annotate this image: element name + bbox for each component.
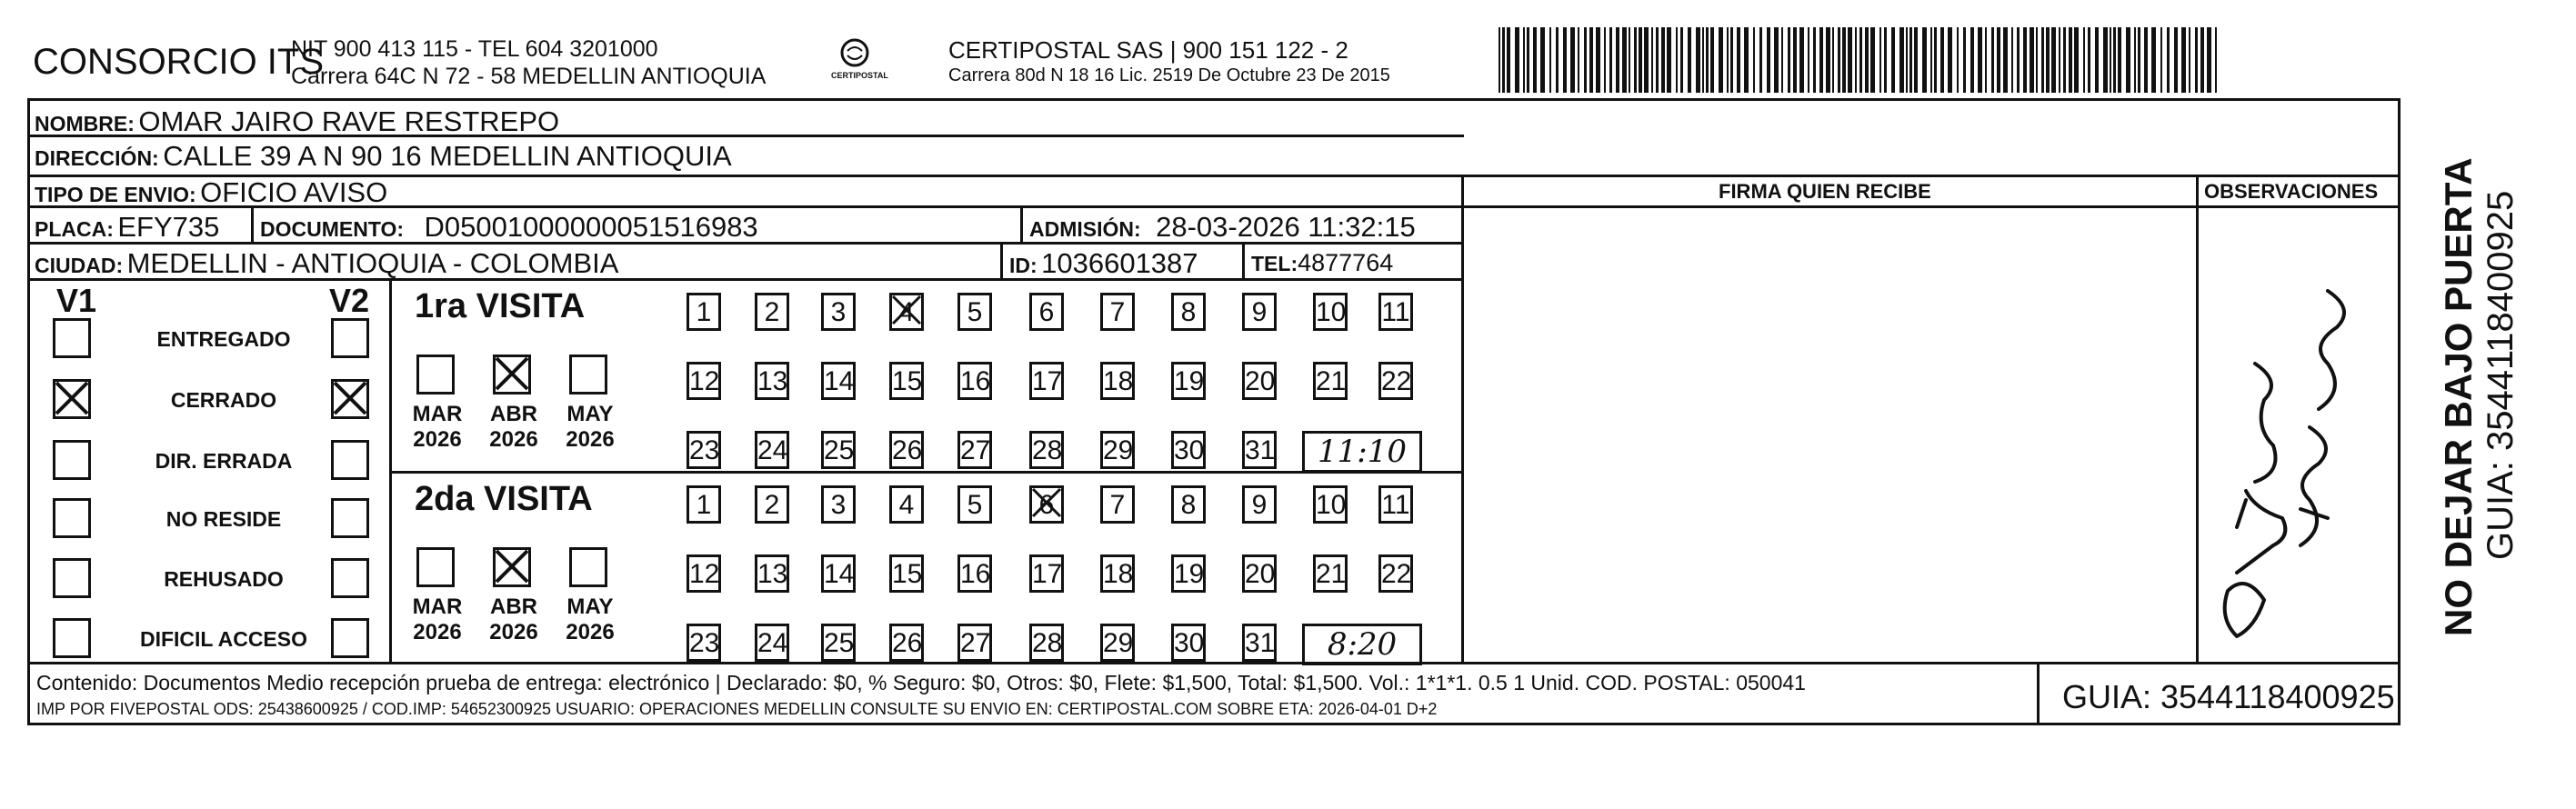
barcode-bar bbox=[1719, 27, 1723, 93]
barcode-bar bbox=[1696, 27, 1700, 93]
day-box[interactable]: 14 bbox=[821, 362, 856, 400]
barcode-bar bbox=[1651, 27, 1653, 93]
barcode-bar bbox=[1799, 27, 1804, 93]
day-box[interactable]: 23 bbox=[687, 624, 721, 662]
day-box[interactable]: 21 bbox=[1313, 362, 1348, 400]
barcode-bar bbox=[2126, 27, 2130, 93]
barcode-bar bbox=[1730, 27, 1733, 93]
barcode-bar bbox=[1842, 27, 1846, 93]
address-row bbox=[35, 140, 732, 173]
barcode-bar bbox=[2134, 27, 2136, 93]
day-box[interactable]: 10 bbox=[1313, 485, 1348, 524]
document-label: DOCUMENTO: bbox=[260, 217, 405, 241]
barcode-bar bbox=[1793, 27, 1797, 93]
barcode-bar bbox=[2195, 27, 2198, 93]
barcode-bar bbox=[1680, 27, 1683, 93]
day-box[interactable]: 27 bbox=[957, 624, 992, 662]
v2-checkbox[interactable] bbox=[331, 498, 369, 538]
handwritten-signature bbox=[2200, 273, 2373, 654]
day-box[interactable]: 30 bbox=[1171, 431, 1206, 469]
day-box[interactable]: 25 bbox=[821, 624, 856, 662]
barcode-bar bbox=[1819, 27, 1823, 93]
day-box[interactable]: 24 bbox=[755, 624, 789, 662]
day-box[interactable]: 22 bbox=[1378, 362, 1413, 400]
barcode-bar bbox=[2083, 27, 2085, 93]
barcode-bar bbox=[1533, 27, 1537, 93]
day-box[interactable]: 14 bbox=[821, 554, 856, 593]
day-box[interactable]: 20 bbox=[1242, 362, 1277, 400]
day-box[interactable]: 22 bbox=[1378, 554, 1413, 593]
sender-line1: NIT 900 413 115 - TEL 604 3201000 bbox=[291, 36, 658, 62]
day-box[interactable]: 4 bbox=[889, 485, 924, 524]
barcode-bar bbox=[1667, 27, 1671, 93]
barcode-bar bbox=[1639, 27, 1642, 93]
barcode-bar bbox=[1710, 27, 1714, 93]
footer-line1: Contenido: Documentos Medio recepción prueba de entrega: electrónico | Declarado: $0, % Seguro: $0, Otros: $0, Flete: $1,500, Total: $1,500. Vol.: 1*1*1. 0.5 1 Unid. COD. POSTAL: 050041 bbox=[36, 671, 1806, 694]
day-box[interactable]: 16 bbox=[957, 362, 992, 400]
barcode-bar bbox=[1540, 27, 1545, 93]
barcode-bar bbox=[1934, 27, 1937, 93]
barcode-bar bbox=[1676, 27, 1678, 93]
day-box[interactable]: 10 bbox=[1313, 293, 1348, 331]
status-label: DIR. ERRADA bbox=[155, 449, 293, 473]
barcode-bar bbox=[2215, 27, 2217, 93]
day-box[interactable]: 18 bbox=[1100, 554, 1135, 593]
tel-row bbox=[1251, 249, 1393, 277]
barcode-bar bbox=[1870, 27, 1875, 93]
barcode-bar bbox=[1899, 27, 1904, 93]
day-box[interactable]: 20 bbox=[1242, 554, 1277, 593]
day-box[interactable]: 7 bbox=[1100, 293, 1135, 331]
day-box[interactable]: 1 bbox=[687, 485, 721, 524]
v2-checkbox[interactable] bbox=[331, 318, 369, 358]
city-value: MEDELLIN - ANTIOQUIA - COLOMBIA bbox=[126, 247, 619, 279]
day-box[interactable]: 3 bbox=[821, 293, 856, 331]
barcode-bar bbox=[1922, 27, 1927, 93]
v2-checkbox[interactable] bbox=[331, 379, 369, 419]
footer-guia: GUIA: 3544118400925 bbox=[2062, 678, 2395, 715]
logo-text: CERTIPOSTAL bbox=[831, 71, 888, 80]
day-box[interactable]: 29 bbox=[1100, 431, 1135, 469]
day-box[interactable]: 21 bbox=[1313, 554, 1348, 593]
barcode-bar bbox=[1644, 27, 1649, 93]
barcode-bar bbox=[1737, 27, 1740, 93]
document-row bbox=[260, 211, 758, 244]
plate-label: PLACA: bbox=[35, 217, 114, 241]
month-checkbox[interactable] bbox=[569, 355, 607, 395]
barcode-bar bbox=[1661, 27, 1665, 93]
barcode-bar bbox=[1985, 27, 1987, 93]
barcode-bar bbox=[2088, 27, 2090, 93]
barcode-bar bbox=[2011, 27, 2013, 93]
status-label: DIFICIL ACCESO bbox=[139, 627, 307, 651]
barcode-bar bbox=[1957, 27, 1959, 93]
month-label: ABR bbox=[490, 594, 537, 619]
barcode-bar bbox=[1781, 27, 1783, 93]
day-box[interactable]: 2 bbox=[755, 485, 789, 524]
barcode-bar bbox=[1914, 27, 1918, 93]
document-value: D05001000000051516983 bbox=[424, 211, 758, 243]
barcode-bar bbox=[2151, 27, 2156, 93]
v1-checkbox[interactable] bbox=[53, 618, 91, 658]
month-checkbox[interactable] bbox=[493, 355, 531, 395]
barcode-bar bbox=[1891, 27, 1895, 93]
day-box[interactable]: 23 bbox=[687, 431, 721, 469]
barcode-bar bbox=[1826, 27, 1830, 93]
status-label: NO RESIDE bbox=[165, 507, 282, 531]
barcode-bar bbox=[1963, 27, 1966, 93]
barcode-bar bbox=[1808, 27, 1809, 93]
barcode-bar bbox=[1759, 27, 1762, 93]
barcode-bar bbox=[2074, 27, 2079, 93]
day-box[interactable]: 16 bbox=[957, 554, 992, 593]
barcode-bar bbox=[2113, 27, 2116, 93]
day-box[interactable]: 26 bbox=[889, 624, 924, 662]
barcode-bar bbox=[1744, 27, 1749, 93]
visit-title: 2da VISITA bbox=[415, 480, 593, 518]
check-x-icon bbox=[1029, 485, 1064, 520]
v1-checkbox[interactable] bbox=[53, 498, 91, 538]
barcode-bar bbox=[2118, 27, 2121, 93]
day-box[interactable]: 4 bbox=[889, 293, 924, 331]
type-value: OFICIO AVISO bbox=[200, 176, 388, 208]
barcode-bar bbox=[1997, 27, 2000, 93]
id-value: 1036601387 bbox=[1041, 247, 1198, 279]
barcode-bar bbox=[2030, 27, 2034, 93]
status-label: REHUSADO bbox=[164, 567, 284, 591]
day-box[interactable]: 17 bbox=[1029, 362, 1064, 400]
check-x-icon bbox=[493, 355, 531, 393]
barcode-bar bbox=[2181, 27, 2186, 93]
day-box[interactable]: 3 bbox=[821, 485, 856, 524]
day-box[interactable]: 31 bbox=[1242, 624, 1277, 662]
day-box[interactable]: 8 bbox=[1171, 293, 1206, 331]
barcode-bar bbox=[2063, 27, 2066, 93]
day-box[interactable]: 29 bbox=[1100, 624, 1135, 662]
barcode-bar bbox=[1556, 27, 1559, 93]
barcode-bar bbox=[1502, 27, 1505, 93]
day-box[interactable]: 2 bbox=[755, 293, 789, 331]
type-row bbox=[35, 176, 387, 209]
month-year: 2026 bbox=[413, 427, 462, 452]
month-checkbox[interactable] bbox=[416, 547, 455, 587]
barcode-bar bbox=[2003, 27, 2008, 93]
barcode-bar bbox=[1991, 27, 1994, 93]
month-label: MAY bbox=[566, 594, 614, 619]
day-box[interactable]: 13 bbox=[755, 554, 789, 593]
barcode-bar bbox=[1616, 27, 1619, 93]
id-label: ID: bbox=[1009, 254, 1037, 277]
v1-checkbox[interactable] bbox=[53, 440, 91, 480]
barcode-bar bbox=[1848, 27, 1852, 93]
day-box[interactable]: 11 bbox=[1378, 293, 1413, 331]
barcode-bar bbox=[2017, 27, 2020, 93]
barcode bbox=[1498, 27, 2221, 93]
status-label: ENTREGADO bbox=[156, 327, 291, 351]
v1-checkbox[interactable] bbox=[53, 318, 91, 358]
barcode-bar bbox=[1523, 27, 1525, 93]
day-box[interactable]: 15 bbox=[889, 554, 924, 593]
barcode-bar bbox=[2023, 27, 2027, 93]
barcode-bar bbox=[1879, 27, 1881, 93]
barcode-bar bbox=[2160, 27, 2162, 93]
carrier-line2: Carrera 80d N 18 16 Lic. 2519 De Octubre 23 De 2015 bbox=[948, 65, 1390, 85]
barcode-bar bbox=[1563, 27, 1567, 93]
visit-title: 1ra VISITA bbox=[415, 287, 586, 325]
day-box[interactable]: 5 bbox=[957, 293, 992, 331]
day-box[interactable]: 11 bbox=[1378, 485, 1413, 524]
day-box[interactable]: 12 bbox=[687, 554, 721, 593]
day-box[interactable]: 30 bbox=[1171, 624, 1206, 662]
barcode-bar bbox=[1702, 27, 1704, 93]
month-checkbox[interactable] bbox=[493, 547, 531, 587]
month-label: MAY bbox=[566, 402, 614, 426]
barcode-bar bbox=[2200, 27, 2204, 93]
barcode-bar bbox=[1549, 27, 1551, 93]
day-box[interactable]: 27 bbox=[957, 431, 992, 469]
admission-label: ADMISIÓN: bbox=[1029, 217, 1141, 241]
day-box[interactable]: 19 bbox=[1171, 554, 1206, 593]
day-box[interactable]: 7 bbox=[1100, 485, 1135, 524]
barcode-bar bbox=[1527, 27, 1529, 93]
barcode-bar bbox=[1948, 27, 1952, 93]
barcode-bar bbox=[1507, 27, 1510, 93]
month-label: ABR bbox=[490, 402, 537, 426]
barcode-bar bbox=[1978, 27, 1982, 93]
barcode-bar bbox=[1578, 27, 1579, 93]
barcode-bar bbox=[2138, 27, 2140, 93]
signature-header: FIRMA QUIEN RECIBE bbox=[1719, 180, 1931, 203]
barcode-bar bbox=[1584, 27, 1587, 93]
v2-checkbox[interactable] bbox=[331, 558, 369, 598]
barcode-bar bbox=[2144, 27, 2148, 93]
check-x-icon bbox=[53, 379, 91, 417]
plate-row bbox=[35, 211, 219, 244]
certipostal-logo bbox=[827, 33, 888, 91]
day-box[interactable]: 25 bbox=[821, 431, 856, 469]
visit-time: 8:20 bbox=[1302, 624, 1422, 665]
day-box[interactable]: 5 bbox=[957, 485, 992, 524]
barcode-bar bbox=[1688, 27, 1691, 93]
check-x-icon bbox=[889, 293, 924, 327]
barcode-bar bbox=[1589, 27, 1593, 93]
tel-label: TEL: bbox=[1251, 252, 1298, 275]
barcode-bar bbox=[1855, 27, 1857, 93]
barcode-bar bbox=[1859, 27, 1862, 93]
footer-line2: IMP POR FIVEPOSTAL ODS: 25438600925 / COD.IMP: 54652300925 USUARIO: OPERACIONES MEDELLIN CONSULTE SU ENVIO EN: CERTIPOSTAL.COM SOBRE ETA: 2026-04-01 D+2 bbox=[36, 700, 1438, 718]
day-box[interactable]: 8 bbox=[1171, 485, 1206, 524]
day-box[interactable]: 28 bbox=[1029, 624, 1064, 662]
barcode-bar bbox=[1515, 27, 1519, 93]
month-year: 2026 bbox=[566, 620, 615, 644]
barcode-bar bbox=[2059, 27, 2060, 93]
barcode-bar bbox=[1609, 27, 1612, 93]
admission-row bbox=[1029, 211, 1416, 244]
month-year: 2026 bbox=[413, 620, 462, 644]
barcode-bar bbox=[2110, 27, 2111, 93]
type-label: TIPO DE ENVIO: bbox=[35, 183, 196, 206]
month-label: MAR bbox=[412, 594, 463, 619]
carrier-line1: CERTIPOSTAL SAS | 900 151 122 - 2 bbox=[948, 36, 1348, 64]
month-checkbox[interactable] bbox=[416, 355, 455, 395]
barcode-bar bbox=[1596, 27, 1600, 93]
id-row bbox=[1009, 247, 1198, 280]
side-guia: GUIA: 3544118400925 bbox=[2481, 190, 2521, 560]
month-label: MAR bbox=[412, 402, 463, 426]
day-box[interactable]: 6 bbox=[1029, 485, 1064, 524]
barcode-bar bbox=[1970, 27, 1974, 93]
status-label: CERRADO bbox=[170, 388, 277, 412]
name-value: OMAR JAIRO RAVE RESTREPO bbox=[138, 105, 560, 137]
day-box[interactable]: 13 bbox=[755, 362, 789, 400]
barcode-bar bbox=[1940, 27, 1944, 93]
sender-line2: Carrera 64C N 72 - 58 MEDELLIN ANTIOQUIA bbox=[291, 64, 767, 89]
barcode-bar bbox=[1832, 27, 1834, 93]
barcode-bar bbox=[1727, 27, 1729, 93]
side-notice: NO DEJAR BAJO PUERTA bbox=[2437, 157, 2480, 636]
barcode-bar bbox=[1570, 27, 1575, 93]
day-box[interactable]: 31 bbox=[1242, 431, 1277, 469]
name-row bbox=[35, 105, 559, 138]
barcode-bar bbox=[1906, 27, 1908, 93]
month-year: 2026 bbox=[489, 620, 538, 644]
barcode-bar bbox=[2174, 27, 2178, 93]
check-x-icon bbox=[331, 379, 369, 417]
barcode-bar bbox=[1865, 27, 1869, 93]
barcode-bar bbox=[1788, 27, 1790, 93]
city-row bbox=[35, 247, 618, 280]
day-box[interactable]: 9 bbox=[1242, 485, 1277, 524]
day-box[interactable]: 17 bbox=[1029, 554, 1064, 593]
address-value: CALLE 39 A N 90 16 MEDELLIN ANTIOQUIA bbox=[163, 140, 732, 172]
day-box[interactable]: 15 bbox=[889, 362, 924, 400]
tel-value: 4877764 bbox=[1298, 249, 1394, 276]
barcode-bar bbox=[1884, 27, 1887, 93]
barcode-bar bbox=[2069, 27, 2072, 93]
barcode-bar bbox=[1767, 27, 1770, 93]
barcode-bar bbox=[1604, 27, 1606, 93]
v1-label: V1 bbox=[56, 282, 97, 319]
barcode-bar bbox=[2167, 27, 2170, 93]
month-year: 2026 bbox=[566, 427, 615, 452]
barcode-bar bbox=[2189, 27, 2190, 93]
barcode-bar bbox=[2041, 27, 2044, 93]
day-box[interactable]: 1 bbox=[687, 293, 721, 331]
barcode-bar bbox=[1838, 27, 1840, 93]
day-box[interactable]: 19 bbox=[1171, 362, 1206, 400]
day-box[interactable]: 18 bbox=[1100, 362, 1135, 400]
v1-checkbox[interactable] bbox=[53, 379, 91, 419]
barcode-bar bbox=[1656, 27, 1659, 93]
barcode-bar bbox=[1930, 27, 1932, 93]
plate-value: EFY735 bbox=[117, 211, 220, 243]
barcode-bar bbox=[2103, 27, 2108, 93]
barcode-bar bbox=[2036, 27, 2038, 93]
name-label: NOMBRE: bbox=[35, 112, 135, 135]
day-box[interactable]: 12 bbox=[687, 362, 721, 400]
barcode-bar bbox=[1774, 27, 1779, 93]
barcode-bar bbox=[2051, 27, 2056, 93]
day-box[interactable]: 9 bbox=[1242, 293, 1277, 331]
day-box[interactable]: 24 bbox=[755, 431, 789, 469]
observations-header: OBSERVACIONES bbox=[2204, 180, 2379, 203]
v1-checkbox[interactable] bbox=[53, 558, 91, 598]
address-label: DIRECCIÓN: bbox=[35, 146, 159, 170]
day-box[interactable]: 6 bbox=[1029, 293, 1064, 331]
barcode-bar bbox=[1622, 27, 1627, 93]
barcode-bar bbox=[1909, 27, 1912, 93]
admission-value: 28-03-2026 11:32:15 bbox=[1156, 211, 1416, 243]
v2-checkbox[interactable] bbox=[331, 440, 369, 480]
barcode-bar bbox=[1706, 27, 1709, 93]
barcode-bar bbox=[1813, 27, 1816, 93]
day-box[interactable]: 26 bbox=[889, 431, 924, 469]
barcode-bar bbox=[2046, 27, 2050, 93]
visit-time: 11:10 bbox=[1302, 431, 1422, 473]
month-checkbox[interactable] bbox=[569, 547, 607, 587]
month-year: 2026 bbox=[489, 427, 538, 452]
barcode-bar bbox=[1629, 27, 1630, 93]
barcode-bar bbox=[1498, 27, 1500, 93]
barcode-bar bbox=[2095, 27, 2099, 93]
city-label: CIUDAD: bbox=[35, 254, 124, 277]
day-box[interactable]: 28 bbox=[1029, 431, 1064, 469]
check-x-icon bbox=[493, 547, 531, 585]
v2-label: V2 bbox=[329, 282, 370, 319]
v2-checkbox[interactable] bbox=[331, 618, 369, 658]
barcode-bar bbox=[1753, 27, 1755, 93]
sender-name: CONSORCIO ITS bbox=[33, 42, 325, 82]
barcode-bar bbox=[2207, 27, 2211, 93]
barcode-bar bbox=[1634, 27, 1637, 93]
